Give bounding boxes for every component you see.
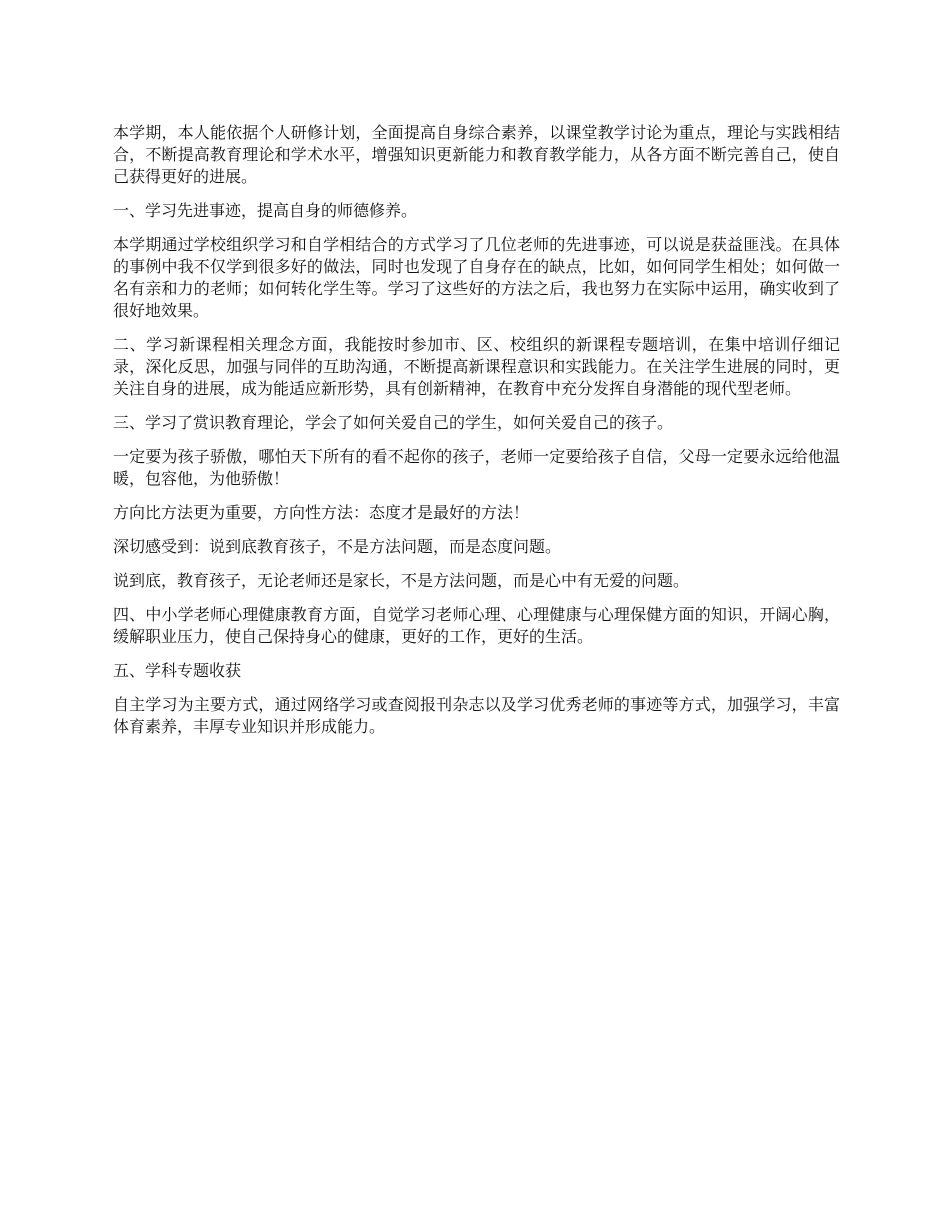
section-heading-1: 一、学习先进事迹，提高自身的师德修养。 [113,201,418,220]
section-1-paragraph: 本学期通过学校组织学习和自学相结合的方式学习了几位老师的先进事迹，可以说是获益匪浅。在具体的事例中我不仅学到很多好的做法，同时也发现了自身存在的缺点，比如，如何同学生相处；如何做一名有亲和力的老师；如何转化学生等。学习了这些好的方法之后，我也努力在实际中运用，确实收到了很好地效果。 [113,235,840,320]
section-3-paragraph-2: 方向比方法更为重要，方向性方法：态度才是最好的方法！ [113,503,530,522]
section-5-paragraph: 自主学习为主要方式，通过网络学习或查阅报刊杂志以及学习优秀老师的事迹等方式，加强学习，丰富体育素养，丰厚专业知识并形成能力。 [113,695,840,736]
document-body [113,122,840,750]
section-4-paragraph: 四、中小学老师心理健康教育方面，自觉学习老师心理、心理健康与心理保健方面的知识，开阔心胸，缓解职业压力，使自己保持身心的健康，更好的工作，更好的生活。 [113,605,840,646]
section-heading-3: 三、学习了赏识教育理论，学会了如何关爱自己的学生，如何关爱自己的孩子。 [113,413,674,432]
section-3-paragraph-3: 深切感受到：说到底教育孩子，不是方法问题，而是态度问题。 [113,537,562,556]
section-3-paragraph-4: 说到底，教育孩子，无论老师还是家长，不是方法问题，而是心中有无爱的问题。 [113,571,690,590]
section-heading-5: 五、学科专题收获 [113,661,242,680]
intro-paragraph: 本学期，本人能依据个人研修计划，全面提高自身综合素养，以课堂教学讨论为重点，理论与实践相结合，不断提高教育理论和学术水平，增强知识更新能力和教育教学能力，从各方面不断完善自己，使自己获得更好的进展。 [113,123,840,186]
section-2-paragraph: 二、学习新课程相关理念方面，我能按时参加市、区、校组织的新课程专题培训，在集中培训仔细记录，深化反思，加强与同伴的互助沟通，不断提高新课程意识和实践能力。在关注学生进展的同时，更关注自身的进展，成为能适应新形势，具有创新精神，在教育中充分发挥自身潜能的现代型老师。 [113,335,840,398]
section-3-paragraph-1: 一定要为孩子骄傲，哪怕天下所有的看不起你的孩子，老师一定要给孩子自信，父母一定要永远给他温暖，包容他，为他骄傲！ [113,447,840,488]
